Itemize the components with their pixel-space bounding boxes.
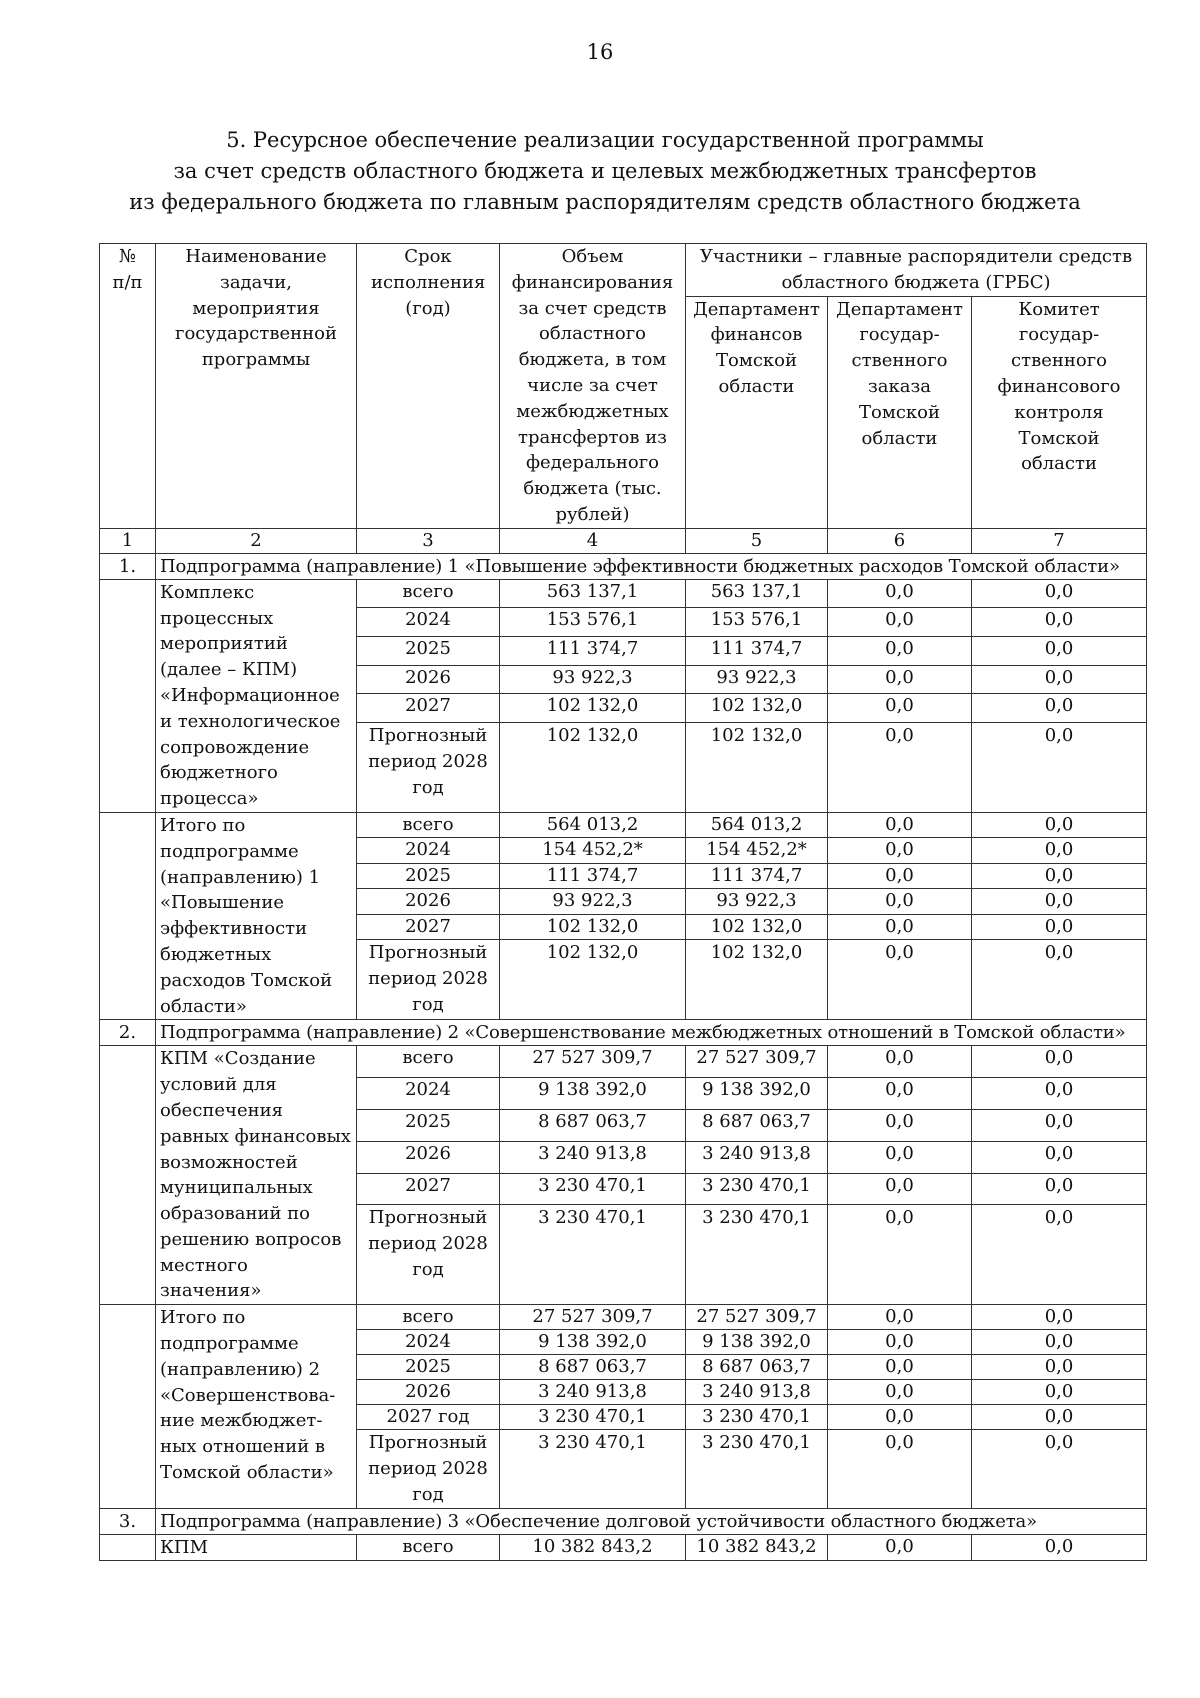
procurement-dept-cell: 0,0	[828, 1205, 972, 1305]
volume-total-cell: 564 013,2	[500, 812, 686, 837]
subprogram-title: Подпрограмма (направление) 3 «Обеспечение долговой устойчивости областного бюджета»	[156, 1508, 1147, 1534]
task-name: Итого по подпрограмме (направлению) 1 «Повышение эффективности бюджетных расходов Томской области»	[156, 812, 357, 1019]
volume-total-cell: 563 137,1	[500, 579, 686, 608]
column-number: 6	[828, 528, 972, 553]
volume-total-cell: 27 527 309,7	[500, 1046, 686, 1078]
volume-total-cell: 3 230 470,1	[500, 1205, 686, 1305]
term-cell: 2027	[357, 1173, 500, 1205]
control-committee-cell: 0,0	[972, 579, 1147, 608]
column-number: 1	[100, 528, 156, 553]
term-cell: Прогнозный период 2028 год	[357, 723, 500, 813]
control-committee-cell: 0,0	[972, 1355, 1147, 1380]
finance-dept-cell: 93 922,3	[686, 665, 828, 694]
finance-dept-cell: 111 374,7	[686, 863, 828, 888]
volume-total-cell: 8 687 063,7	[500, 1355, 686, 1380]
subprogram-number: 3.	[100, 1508, 156, 1534]
volume-total-cell: 9 138 392,0	[500, 1330, 686, 1355]
subprogram-row	[100, 1020, 1147, 1046]
control-committee-cell: 0,0	[972, 723, 1147, 813]
subprogram-row	[100, 1508, 1147, 1534]
table-row	[100, 1046, 1147, 1078]
table-row	[100, 1305, 1147, 1330]
term-cell: 2027	[357, 694, 500, 723]
volume-total-cell: 3 230 470,1	[500, 1173, 686, 1205]
control-committee-cell: 0,0	[972, 940, 1147, 1020]
column-number: 5	[686, 528, 828, 553]
finance-dept-cell: 102 132,0	[686, 940, 828, 1020]
volume-total-cell: 111 374,7	[500, 863, 686, 888]
table-row	[100, 812, 1147, 837]
procurement-dept-cell: 0,0	[828, 1405, 972, 1430]
finance-dept-cell: 9 138 392,0	[686, 1330, 828, 1355]
procurement-dept-cell: 0,0	[828, 1430, 972, 1508]
volume-total-cell: 3 230 470,1	[500, 1430, 686, 1508]
term-cell: 2025	[357, 1355, 500, 1380]
term-cell: 2025	[357, 1109, 500, 1141]
procurement-dept-cell: 0,0	[828, 1380, 972, 1405]
procurement-dept-cell: 0,0	[828, 1109, 972, 1141]
procurement-dept-cell: 0,0	[828, 914, 972, 939]
term-cell: всего	[357, 1305, 500, 1330]
procurement-dept-cell: 0,0	[828, 1046, 972, 1078]
volume-total-cell: 27 527 309,7	[500, 1305, 686, 1330]
procurement-dept-cell: 0,0	[828, 838, 972, 863]
procurement-dept-cell: 0,0	[828, 940, 972, 1020]
term-cell: 2027 год	[357, 1405, 500, 1430]
control-committee-cell: 0,0	[972, 1205, 1147, 1305]
task-name: КПМ	[156, 1534, 357, 1561]
finance-dept-cell: 102 132,0	[686, 723, 828, 813]
volume-total-cell: 3 240 913,8	[500, 1141, 686, 1173]
term-cell: 2024	[357, 1330, 500, 1355]
control-committee-cell: 0,0	[972, 812, 1147, 837]
finance-dept-cell: 3 230 470,1	[686, 1405, 828, 1430]
control-committee-cell: 0,0	[972, 838, 1147, 863]
finance-dept-cell: 93 922,3	[686, 889, 828, 914]
procurement-dept-cell: 0,0	[828, 863, 972, 888]
volume-total-cell: 10 382 843,2	[500, 1534, 686, 1561]
header-num: № п/п	[100, 244, 156, 529]
finance-dept-cell: 3 240 913,8	[686, 1380, 828, 1405]
control-committee-cell: 0,0	[972, 694, 1147, 723]
subprogram-number: 2.	[100, 1020, 156, 1046]
finance-dept-cell: 563 137,1	[686, 579, 828, 608]
term-cell: всего	[357, 1534, 500, 1561]
section-title	[40, 125, 1170, 218]
volume-total-cell: 9 138 392,0	[500, 1078, 686, 1110]
control-committee-cell: 0,0	[972, 1430, 1147, 1508]
procurement-dept-cell: 0,0	[828, 1305, 972, 1330]
volume-total-cell: 102 132,0	[500, 694, 686, 723]
procurement-dept-cell: 0,0	[828, 1534, 972, 1561]
control-committee-cell: 0,0	[972, 1330, 1147, 1355]
header-grbs-control: Комитет государ-ственного финансового контроля Томской области	[972, 296, 1147, 528]
subprogram-row	[100, 553, 1147, 579]
procurement-dept-cell: 0,0	[828, 812, 972, 837]
empty-cell	[100, 579, 156, 812]
term-cell: 2024	[357, 608, 500, 637]
control-committee-cell: 0,0	[972, 1305, 1147, 1330]
procurement-dept-cell: 0,0	[828, 1141, 972, 1173]
budget-table	[99, 243, 1147, 1561]
control-committee-cell: 0,0	[972, 1046, 1147, 1078]
header-grbs-finance: Департамент финансов Томской области	[686, 296, 828, 528]
finance-dept-cell: 102 132,0	[686, 694, 828, 723]
volume-total-cell: 102 132,0	[500, 914, 686, 939]
volume-total-cell: 93 922,3	[500, 889, 686, 914]
term-cell: всего	[357, 812, 500, 837]
column-number: 2	[156, 528, 357, 553]
subprogram-title: Подпрограмма (направление) 1 «Повышение эффективности бюджетных расходов Томской области»	[156, 553, 1147, 579]
volume-total-cell: 8 687 063,7	[500, 1109, 686, 1141]
procurement-dept-cell: 0,0	[828, 694, 972, 723]
control-committee-cell: 0,0	[972, 1173, 1147, 1205]
term-cell: всего	[357, 579, 500, 608]
finance-dept-cell: 27 527 309,7	[686, 1305, 828, 1330]
term-cell: 2026	[357, 1141, 500, 1173]
procurement-dept-cell: 0,0	[828, 1355, 972, 1380]
header-name: Наименование задачи, мероприятия государственной программы	[156, 244, 357, 529]
term-cell: Прогнозный период 2028 год	[357, 1205, 500, 1305]
task-name: Комплекс процессных мероприятий (далее – КПМ) «Информационное и технологическое сопровождение бюджетного процесса»	[156, 579, 357, 812]
term-cell: Прогнозный период 2028 год	[357, 940, 500, 1020]
finance-dept-cell: 3 240 913,8	[686, 1141, 828, 1173]
volume-total-cell: 93 922,3	[500, 665, 686, 694]
header-volume: Объем финансирования за счет средств областного бюджета, в том числе за счет межбюджетных трансфертов из федерального бюджета (тыс. рублей)	[500, 244, 686, 529]
column-number: 4	[500, 528, 686, 553]
finance-dept-cell: 3 230 470,1	[686, 1205, 828, 1305]
term-cell: Прогнозный период 2028 год	[357, 1430, 500, 1508]
finance-dept-cell: 3 230 470,1	[686, 1173, 828, 1205]
term-cell: всего	[357, 1046, 500, 1078]
term-cell: 2026	[357, 1380, 500, 1405]
control-committee-cell: 0,0	[972, 1380, 1147, 1405]
procurement-dept-cell: 0,0	[828, 1078, 972, 1110]
finance-dept-cell: 153 576,1	[686, 608, 828, 637]
control-committee-cell: 0,0	[972, 1109, 1147, 1141]
term-cell: 2024	[357, 1078, 500, 1110]
control-committee-cell: 0,0	[972, 914, 1147, 939]
header-grbs-procurement: Департамент государ-ственного заказа Томской области	[828, 296, 972, 528]
volume-total-cell: 154 452,2*	[500, 838, 686, 863]
task-name: КПМ «Создание условий для обеспечения равных финансовых возможностей муниципальных образований по решению вопросов местного значения»	[156, 1046, 357, 1305]
procurement-dept-cell: 0,0	[828, 723, 972, 813]
column-number: 3	[357, 528, 500, 553]
header-participants: Участники – главные распорядители средств областного бюджета (ГРБС)	[686, 244, 1147, 297]
column-number: 7	[972, 528, 1147, 553]
control-committee-cell: 0,0	[972, 889, 1147, 914]
finance-dept-cell: 3 230 470,1	[686, 1430, 828, 1508]
control-committee-cell: 0,0	[972, 665, 1147, 694]
title-line: 5. Ресурсное обеспечение реализации государственной программы	[226, 128, 984, 152]
finance-dept-cell: 102 132,0	[686, 914, 828, 939]
empty-cell	[100, 1534, 156, 1561]
volume-total-cell: 153 576,1	[500, 608, 686, 637]
control-committee-cell: 0,0	[972, 1405, 1147, 1430]
term-cell: 2027	[357, 914, 500, 939]
finance-dept-cell: 27 527 309,7	[686, 1046, 828, 1078]
finance-dept-cell: 8 687 063,7	[686, 1109, 828, 1141]
procurement-dept-cell: 0,0	[828, 1330, 972, 1355]
procurement-dept-cell: 0,0	[828, 637, 972, 666]
subprogram-number: 1.	[100, 553, 156, 579]
procurement-dept-cell: 0,0	[828, 1173, 972, 1205]
header-term: Срок исполнения (год)	[357, 244, 500, 529]
procurement-dept-cell: 0,0	[828, 889, 972, 914]
procurement-dept-cell: 0,0	[828, 579, 972, 608]
term-cell: 2026	[357, 665, 500, 694]
finance-dept-cell: 10 382 843,2	[686, 1534, 828, 1561]
volume-total-cell: 102 132,0	[500, 940, 686, 1020]
finance-dept-cell: 9 138 392,0	[686, 1078, 828, 1110]
term-cell: 2025	[357, 637, 500, 666]
term-cell: 2025	[357, 863, 500, 888]
empty-cell	[100, 1305, 156, 1508]
term-cell: 2026	[357, 889, 500, 914]
task-name: Итого по подпрограмме (направлению) 2 «Совершенствова-ние межбюджет-ных отношений в Томской области»	[156, 1305, 357, 1508]
finance-dept-cell: 111 374,7	[686, 637, 828, 666]
table-row	[100, 1534, 1147, 1561]
procurement-dept-cell: 0,0	[828, 665, 972, 694]
title-line: из федерального бюджета по главным распорядителям средств областного бюджета	[129, 190, 1081, 214]
volume-total-cell: 3 240 913,8	[500, 1380, 686, 1405]
empty-cell	[100, 812, 156, 1019]
control-committee-cell: 0,0	[972, 1141, 1147, 1173]
table-row	[100, 579, 1147, 608]
empty-cell	[100, 1046, 156, 1305]
term-cell: 2024	[357, 838, 500, 863]
control-committee-cell: 0,0	[972, 637, 1147, 666]
control-committee-cell: 0,0	[972, 1534, 1147, 1561]
volume-total-cell: 111 374,7	[500, 637, 686, 666]
title-line: за счет средств областного бюджета и целевых межбюджетных трансфертов	[173, 159, 1037, 183]
finance-dept-cell: 8 687 063,7	[686, 1355, 828, 1380]
finance-dept-cell: 564 013,2	[686, 812, 828, 837]
subprogram-title: Подпрограмма (направление) 2 «Совершенствование межбюджетных отношений в Томской области»	[156, 1020, 1147, 1046]
finance-dept-cell: 154 452,2*	[686, 838, 828, 863]
page-number: 16	[586, 40, 614, 64]
volume-total-cell: 3 230 470,1	[500, 1405, 686, 1430]
control-committee-cell: 0,0	[972, 608, 1147, 637]
procurement-dept-cell: 0,0	[828, 608, 972, 637]
control-committee-cell: 0,0	[972, 863, 1147, 888]
volume-total-cell: 102 132,0	[500, 723, 686, 813]
control-committee-cell: 0,0	[972, 1078, 1147, 1110]
